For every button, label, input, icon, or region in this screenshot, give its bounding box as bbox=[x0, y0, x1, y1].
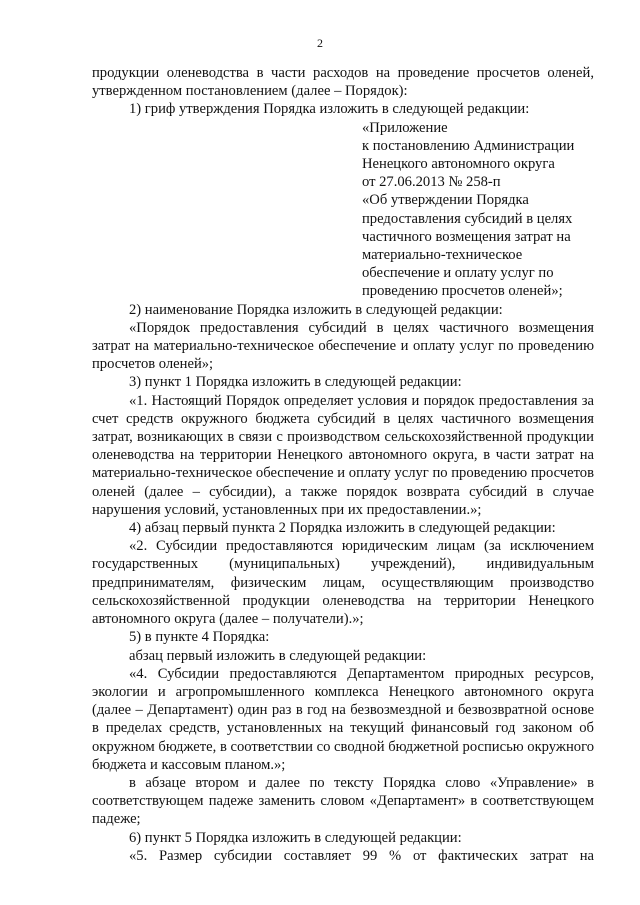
stamp-line: «Об утверждении Порядка bbox=[362, 192, 529, 209]
stamp-line: проведению просчетов оленей»; bbox=[362, 283, 563, 300]
stamp-line: «Приложение bbox=[362, 119, 448, 136]
stamp-line: к постановлению Администрации bbox=[362, 137, 575, 154]
paragraph-item-5-text: «4. Субсидии предоставляются Департаментом природных ресурсов, экологии и агропромышленного комплекса Ненецкого автономного округа (далее – Департамент) один раз в год на безвозмездной и безвозвратной основе в пределах средств, установленных на текущий финансовый год законом об окружном бюджете, в соответствии со сводной бюджетной росписью окружного бюджета и кассовым планом.»; bbox=[92, 665, 594, 773]
paragraph-item-4-text: «2. Субсидии предоставляются юридическим лицам (за исключением государственных (муниципальных) учреждений), индивидуальным предпринимателям, физическим лицам, осуществляющим производство сельскохозяйственной продукции оленеводства на территории Ненецкого автономного округа (далее – получатели).»; bbox=[92, 538, 594, 628]
paragraph-item-6: 6) пункт 5 Порядка изложить в следующей редакции: bbox=[129, 829, 462, 846]
paragraph-item-3: 3) пункт 1 Порядка изложить в следующей редакции: bbox=[129, 374, 462, 391]
paragraph-item-2: 2) наименование Порядка изложить в следующей редакции: bbox=[129, 301, 503, 318]
page-number: 2 bbox=[317, 36, 323, 50]
stamp-line: предоставления субсидий в целях bbox=[362, 210, 573, 227]
paragraph-item-1: 1) гриф утверждения Порядка изложить в следующей редакции: bbox=[129, 101, 530, 118]
stamp-line: обеспечение и оплату услуг по bbox=[362, 265, 554, 282]
stamp-line: материально-техническое bbox=[362, 247, 523, 264]
paragraph-item-5: 5) в пункте 4 Порядка: bbox=[129, 629, 270, 646]
paragraph-item-5-replacement: в абзаце втором и далее по тексту Порядка слово «Управление» в соответствующем падеже заменить словом «Департамент» в соответствующем падеже; bbox=[92, 774, 594, 828]
paragraph-item-5-subtitle: абзац первый изложить в следующей редакции: bbox=[129, 647, 427, 664]
paragraph-intro: продукции оленеводства в части расходов на проведение просчетов оленей, утвержденном постановлением (далее – Порядок): bbox=[92, 65, 594, 100]
paragraph-item-2-text: «Порядок предоставления субсидий в целях частичного возмещения затрат на материально-техническое обеспечение и оплату услуг по проведению просчетов оленей»; bbox=[92, 319, 594, 373]
document-body bbox=[92, 64, 594, 865]
paragraph-item-4: 4) абзац первый пункта 2 Порядка изложить в следующей редакции: bbox=[129, 520, 556, 537]
paragraph-item-6-text: «5. Размер субсидии составляет 99 % от фактических затрат на bbox=[129, 847, 594, 864]
stamp-line: частичного возмещения затрат на bbox=[362, 228, 571, 245]
stamp-line: от 27.06.2013 № 258-п bbox=[362, 174, 501, 191]
approval-stamp-block bbox=[92, 119, 594, 301]
stamp-line: Ненецкого автономного округа bbox=[362, 156, 555, 173]
paragraph-item-3-text: «1. Настоящий Порядок определяет условия и порядок предоставления за счет средств окружного бюджета субсидий в целях частичного возмещения затрат, возникающих в связи с производством сельскохозяйственной продукции оленеводства на территории Ненецкого автономного округа, в части затрат на материально-техническое обеспечение и оплату услуг по проведению просчетов оленей (далее – субсидии), а также порядок возврата субсидий в случае нарушения условий, установленных при их предоставлении.»; bbox=[92, 392, 594, 518]
